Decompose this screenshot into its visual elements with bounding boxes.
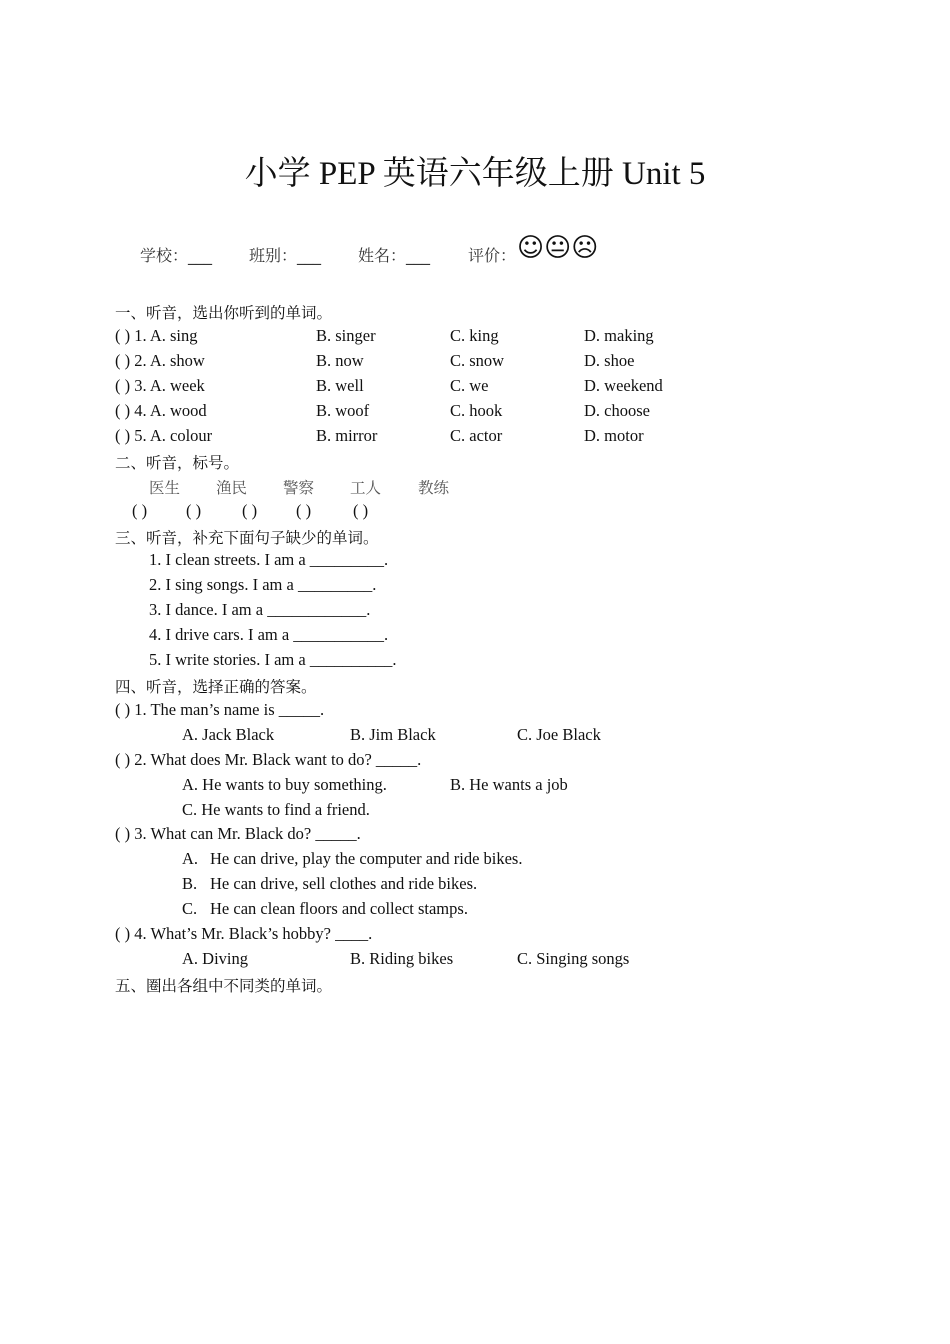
s4-q2-stem: ( ) 2. What does Mr. Black want to do? _____.	[115, 750, 422, 769]
s1-item-3-c: C. we	[450, 376, 489, 395]
s3-sentence-2: 2. I sing songs. I am a _________.	[149, 575, 377, 594]
section-5-heading: 五、圈出各组中不同类的单词。	[115, 977, 333, 995]
s2-word-fisherman: 渔民	[216, 479, 248, 497]
s2-word-worker: 工人	[350, 479, 382, 497]
s2-bracket-5[interactable]: ( )	[353, 501, 369, 520]
s4-q3-letter-a: A.	[182, 849, 199, 868]
s4-q4-option-b: B. Riding bikes	[350, 949, 454, 968]
s4-q2-option-a: A. He wants to buy something.	[182, 775, 387, 794]
s3-sentence-3: 3. I dance. I am a ____________.	[149, 600, 371, 619]
s4-q3-option-a: He can drive, play the computer and ride bikes.	[210, 849, 523, 868]
s3-sentence-1: 1. I clean streets. I am a _________.	[149, 550, 389, 569]
s2-bracket-3[interactable]: ( )	[242, 501, 258, 520]
page-title: 小学 PEP 英语六年级上册 Unit 5	[244, 156, 706, 192]
s4-q1-stem: ( ) 1. The man’s name is _____.	[115, 700, 325, 719]
s4-q4-option-a: A. Diving	[182, 949, 248, 968]
class-field[interactable]: 班别：___	[249, 246, 322, 265]
section-3-heading: 三、听音，补充下面句子缺少的单词。	[115, 529, 379, 547]
s4-q1-option-c: C. Joe Black	[517, 725, 601, 744]
s1-item-4-a: ( ) 4. A. wood	[115, 401, 207, 420]
s4-q3-letter-b: B.	[182, 874, 198, 893]
school-field[interactable]: 学校：___	[140, 246, 213, 265]
s1-item-3-b: B. well	[316, 376, 364, 395]
s1-item-1-a: ( ) 1. A. sing	[115, 326, 198, 345]
s1-item-3-a: ( ) 3. A. week	[115, 376, 205, 395]
s4-q3-letter-c: C.	[182, 899, 198, 918]
s4-q3-option-c: He can clean floors and collect stamps.	[210, 899, 468, 918]
s2-word-coach: 教练	[418, 479, 450, 497]
s1-item-4-c: C. hook	[450, 401, 503, 420]
s1-item-3-d: D. weekend	[584, 376, 663, 395]
s1-item-5-a: ( ) 5. A. colour	[115, 426, 213, 445]
s3-sentence-4: 4. I drive cars. I am a ___________.	[149, 625, 389, 644]
s1-item-5-c: C. actor	[450, 426, 503, 445]
s1-item-2-b: B. now	[316, 351, 364, 370]
s4-q1-option-b: B. Jim Black	[350, 725, 436, 744]
rating-faces-icon: ☺😐☹	[517, 233, 599, 263]
s1-item-2-d: D. shoe	[584, 351, 635, 370]
s2-word-doctor: 医生	[149, 479, 181, 497]
section-4-heading: 四、听音，选择正确的答案。	[115, 678, 317, 696]
s4-q1-option-a: A. Jack Black	[182, 725, 275, 744]
s1-item-5-b: B. mirror	[316, 426, 378, 445]
s2-word-police: 警察	[283, 479, 315, 497]
s4-q4-option-c: C. Singing songs	[517, 949, 630, 968]
s1-item-1-d: D. making	[584, 326, 654, 345]
section-2-heading: 二、听音，标号。	[115, 454, 240, 472]
s4-q3-stem: ( ) 3. What can Mr. Black do? _____.	[115, 824, 361, 843]
s4-q2-option-b: B. He wants a job	[450, 775, 568, 794]
s1-item-2-a: ( ) 2. A. show	[115, 351, 205, 370]
s1-item-2-c: C. snow	[450, 351, 505, 370]
s2-bracket-2[interactable]: ( )	[186, 501, 202, 520]
s1-item-4-d: D. choose	[584, 401, 650, 420]
s4-q2-option-c: C. He wants to find a friend.	[182, 800, 370, 819]
s4-q4-stem: ( ) 4. What’s Mr. Black’s hobby? ____.	[115, 924, 373, 943]
s1-item-5-d: D. motor	[584, 426, 644, 445]
name-field[interactable]: 姓名：___	[358, 246, 431, 265]
s2-bracket-4[interactable]: ( )	[296, 501, 312, 520]
section-1-heading: 一、听音，选出你听到的单词。	[115, 304, 333, 322]
s1-item-1-c: C. king	[450, 326, 499, 345]
s4-q3-option-b: He can drive, sell clothes and ride bikes.	[210, 874, 478, 893]
s3-sentence-5: 5. I write stories. I am a __________.	[149, 650, 397, 669]
s1-item-1-b: B. singer	[316, 326, 376, 345]
s2-bracket-1[interactable]: ( )	[132, 501, 148, 520]
rating-label: 评价：	[468, 246, 517, 265]
s1-item-4-b: B. woof	[316, 401, 370, 420]
